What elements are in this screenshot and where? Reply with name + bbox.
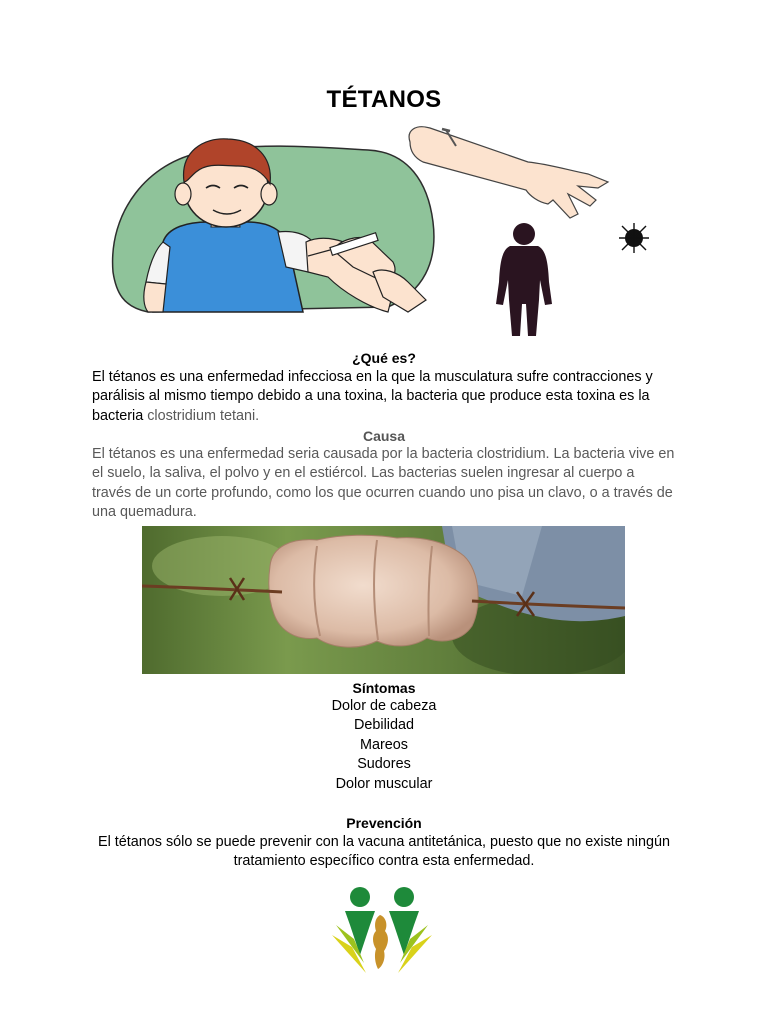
- list-item: Dolor de cabeza: [331, 698, 437, 714]
- list-item: Dolor muscular: [335, 775, 433, 792]
- sintomas-list: [0, 697, 768, 794]
- que-es-text: El tétanos es una enfermedad infecciosa en la que la musculatura sufre contracciones y parálisis al mismo tiempo debido a una toxina, la bacteria que produce esta toxina es la bacteria: [92, 369, 653, 424]
- page-title: TÉTANOS: [326, 86, 442, 113]
- causa-paragraph: El tétanos es una enfermedad seria causada por la bacteria clostridium. La bacteria vive en el suelo, la saliva, el polvo y en el estiércol. Las bacterias suelen ingresar al cuerpo a través de un corte profundo, como los que ocurren cuando uno pisa un clavo, o a través de una quemadura.: [92, 446, 675, 521]
- vaccine-illustration: [108, 122, 668, 342]
- list-item: Debilidad: [353, 717, 414, 734]
- list-item: Mareos: [360, 736, 408, 753]
- health-logo: [330, 885, 434, 977]
- prevencion-heading: Prevención: [346, 815, 422, 831]
- que-es-paragraph: [92, 368, 676, 426]
- list-item: Sudores: [357, 756, 411, 773]
- que-es-heading: ¿Qué es?: [352, 350, 416, 366]
- sintomas-heading: Síntomas: [352, 680, 416, 696]
- causa-heading: Causa: [362, 428, 406, 444]
- prevencion-paragraph: El tétanos sólo se puede prevenir con la vacuna antitetánica, puesto que no existe ningún tratamiento específico contra esta enfermedad.: [97, 834, 671, 870]
- bacterium-icon: [619, 223, 649, 253]
- barbed-wire-fist-photo: [142, 526, 625, 674]
- bacteria-name: clostridium tetani.: [147, 407, 260, 424]
